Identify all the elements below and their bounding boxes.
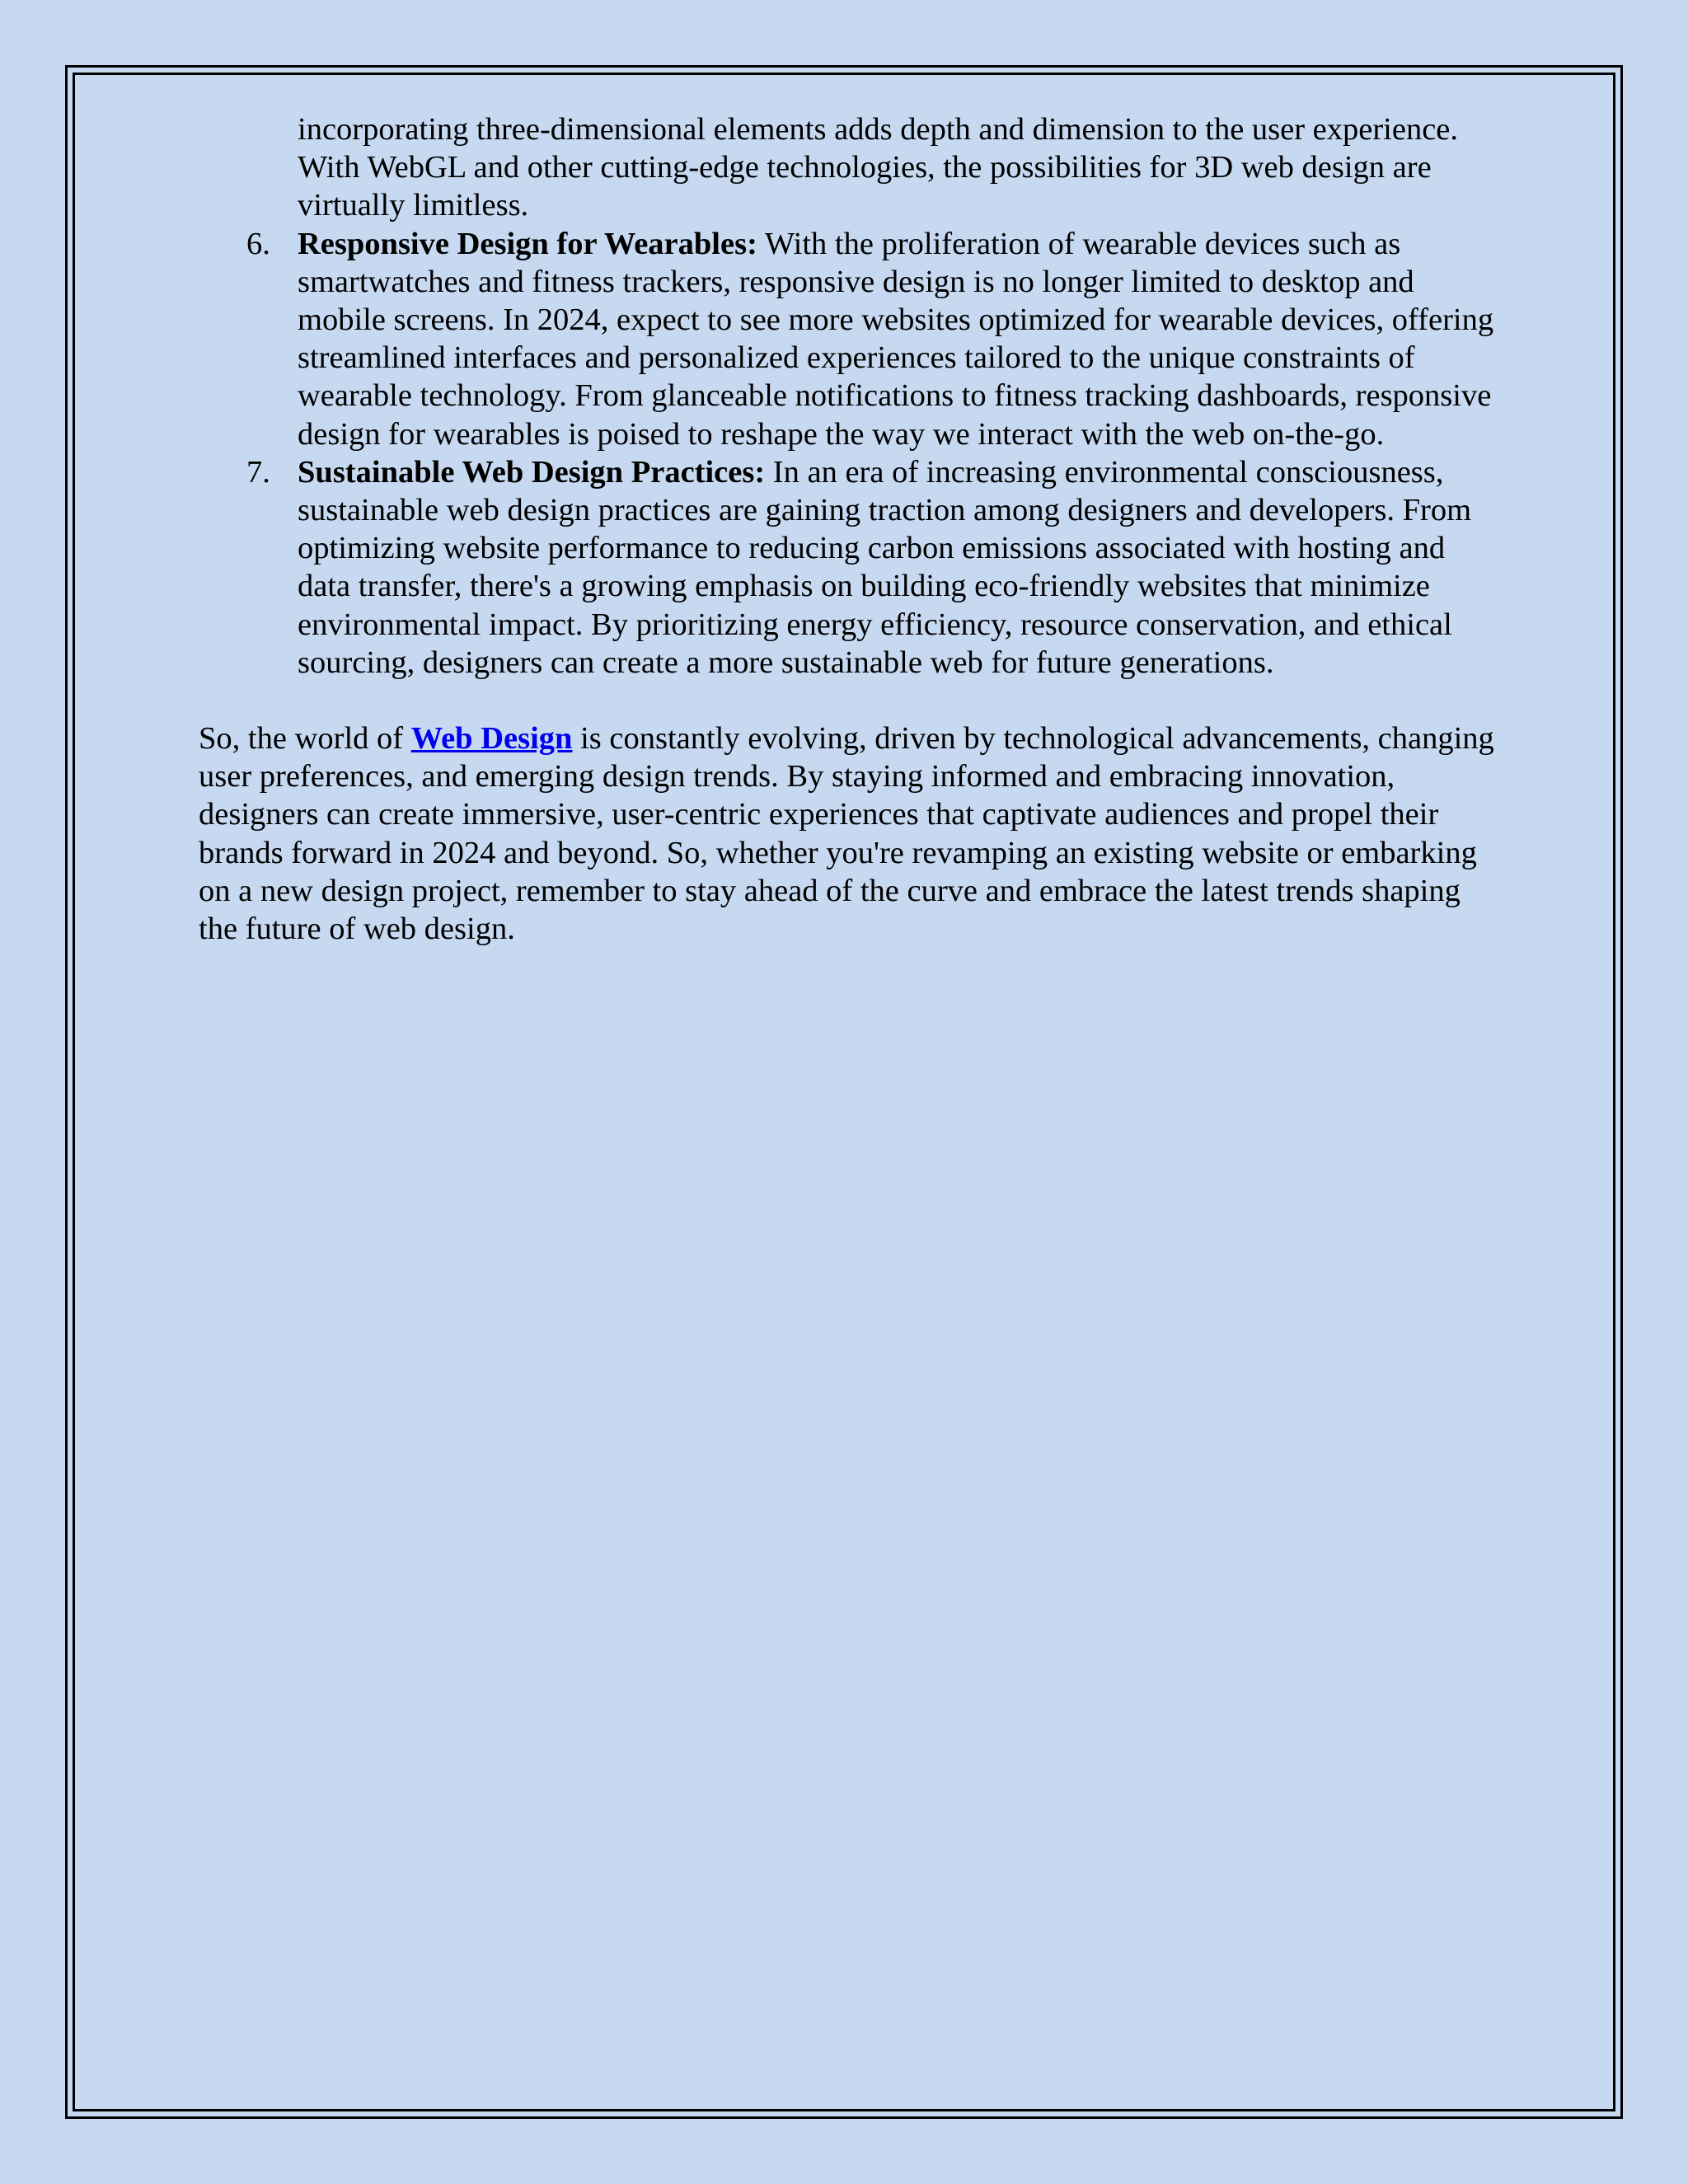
- closing-paragraph: [199, 719, 1501, 948]
- list-item: [199, 225, 1501, 453]
- list-item-body: In an era of increasing environmental consciousness, sustainable web design practices are gaining traction among designers and developers. From optimizing website performance to reducing carbon emissions associated with hosting and data transfer, there's a growing emphasis on building eco-friendly websites that minimize environmental impact. By prioritizing energy efficiency, resource conservation, and ethical sourcing, designers can create a more sustainable web for future generations.: [298, 454, 1472, 680]
- closing-text-before: So, the world of: [199, 721, 404, 757]
- list-item-number: 6.: [246, 226, 270, 261]
- continued-paragraph: incorporating three-dimensional elements adds depth and dimension to the user experience. With WebGL and other cutting-edge technologies, the possibilities for 3D web design are virtually limitless.: [298, 112, 1459, 223]
- trends-list: [199, 225, 1501, 682]
- document-body: [199, 110, 1501, 948]
- web-design-link[interactable]: Web Design: [410, 721, 573, 757]
- list-item: [199, 453, 1501, 682]
- list-item-title: Responsive Design for Wearables:: [298, 226, 757, 261]
- closing-text-after: is constantly evolving, driven by technological advancements, changing user preferences, and emerging design trends. By staying informed and embracing innovation, designers can create immersive, user-centric experiences that captivate audiences and propel their brands forward in 2024 and beyond. So, whether you're revamping an existing website or embarking on a new design project, remember to stay ahead of the curve and embrace the latest trends shaping the future of web design.: [199, 721, 1494, 947]
- list-item-number: 7.: [246, 454, 270, 490]
- list-item-title: Sustainable Web Design Practices:: [298, 454, 766, 490]
- list-item-body: With the proliferation of wearable devices such as smartwatches and fitness trackers, responsive design is no longer limited to desktop and mobile screens. In 2024, expect to see more websites optimized for wearable devices, offering streamlined interfaces and personalized experiences tailored to the unique constraints of wearable technology. From glanceable notifications to fitness tracking dashboards, responsive design for wearables is poised to reshape the way we interact with the web on-the-go.: [298, 226, 1494, 452]
